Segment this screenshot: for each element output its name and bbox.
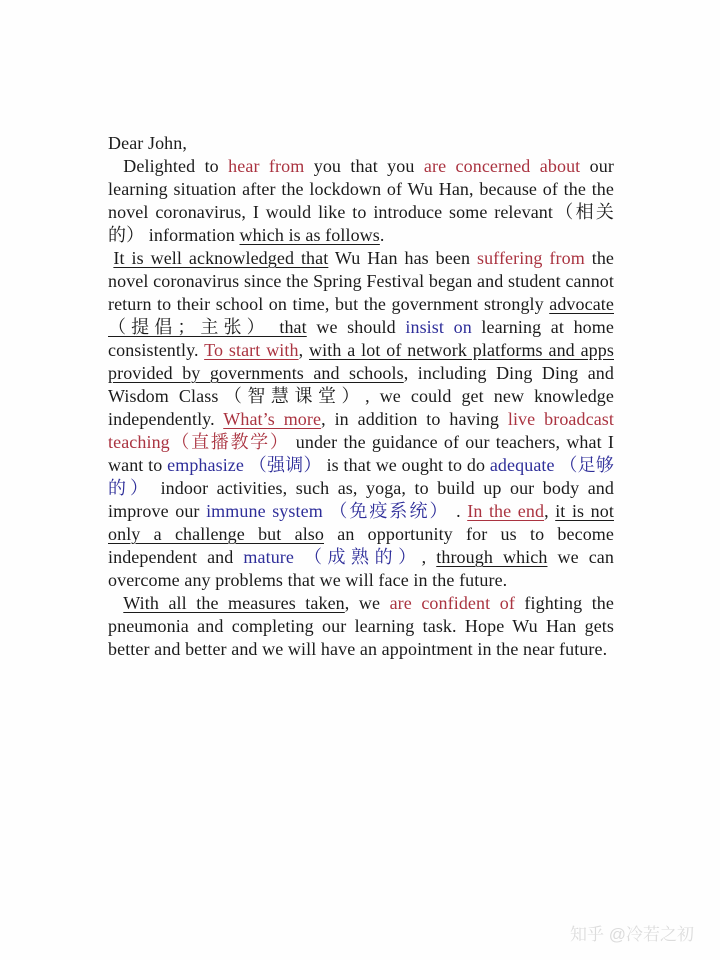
text-run: Wu Han has been xyxy=(328,248,477,268)
text-run-red: are concerned about xyxy=(423,156,581,176)
text-run-u: advocate （提倡；主张） that xyxy=(108,294,614,337)
text-run-red: hear from xyxy=(228,156,305,176)
letter-body xyxy=(108,132,614,661)
text-run: , we xyxy=(344,593,390,613)
text-run: you that you xyxy=(304,156,424,176)
text-run: , xyxy=(544,501,556,521)
text-run-blue: adequate （足够的） xyxy=(108,455,614,498)
text-run-u: with a lot of network platforms and apps provided by governments and schools xyxy=(108,340,614,383)
text-run-red: suffering from xyxy=(476,248,585,268)
paragraph xyxy=(108,155,614,247)
text-run: indoor activities, such as, yoga, to build up our body and improve our xyxy=(108,478,614,521)
paragraph xyxy=(108,132,614,155)
text-run: is that we ought to do xyxy=(321,455,490,475)
text-run-blue: emphasize （强调） xyxy=(167,455,322,475)
text-run-ru: What’s more xyxy=(223,409,322,429)
text-run-u: With all the measures taken xyxy=(123,593,345,613)
text-run: we should xyxy=(306,317,406,337)
text-run-red: live broadcast teaching（直播教学） xyxy=(108,409,614,452)
text-run-red: are confident of xyxy=(389,593,515,613)
text-run-blue: insist on xyxy=(405,317,472,337)
text-run: under the guidance of our teachers, what I want to xyxy=(108,432,615,475)
watermark: 知乎 @冷若之初 xyxy=(570,925,694,944)
text-run: , including Ding Ding and Wisdom Class（智慧课堂）, we could get new knowledge independently. xyxy=(108,363,614,429)
text-run-u: It is well acknowledged that xyxy=(113,248,329,268)
text-run-u: through which xyxy=(436,547,548,567)
text-run-ru: In the end xyxy=(467,501,545,521)
text-run: Dear John, xyxy=(108,133,187,153)
text-run-u: which is as follows xyxy=(239,225,380,245)
text-run: the novel coronavirus since the Spring Festival began and student cannot return to their school on time, but the government strongly xyxy=(108,248,615,314)
text-run: Delighted to xyxy=(123,156,229,176)
text-run: . xyxy=(379,225,385,245)
text-run-blue: immune system （免疫系统） xyxy=(206,501,450,521)
paragraph xyxy=(108,247,614,592)
text-run: fighting the pneumonia and completing our learning task. Hope Wu Han gets better and better and we will have an appointment in the near future. xyxy=(108,593,614,659)
text-run: . xyxy=(449,501,468,521)
text-run: , xyxy=(421,547,437,567)
text-run-u: it is not only a challenge but also xyxy=(108,501,614,544)
text-run: learning at home consistently. xyxy=(108,317,614,360)
paragraph xyxy=(108,592,614,661)
text-run-ru: To start with xyxy=(204,340,299,360)
text-run: our learning situation after the lockdown of Wu Han, because of the the novel coronavirus, I would like to introduce some relevant（相关的） information xyxy=(108,156,614,245)
text-run: , in addition to having xyxy=(321,409,508,429)
text-run: we can overcome any problems that we will face in the future. xyxy=(108,547,614,590)
text-run: an opportunity for us to become independent and xyxy=(108,524,614,567)
text-run-blue: mature （成熟的） xyxy=(243,547,422,567)
text-run: , xyxy=(298,340,310,360)
